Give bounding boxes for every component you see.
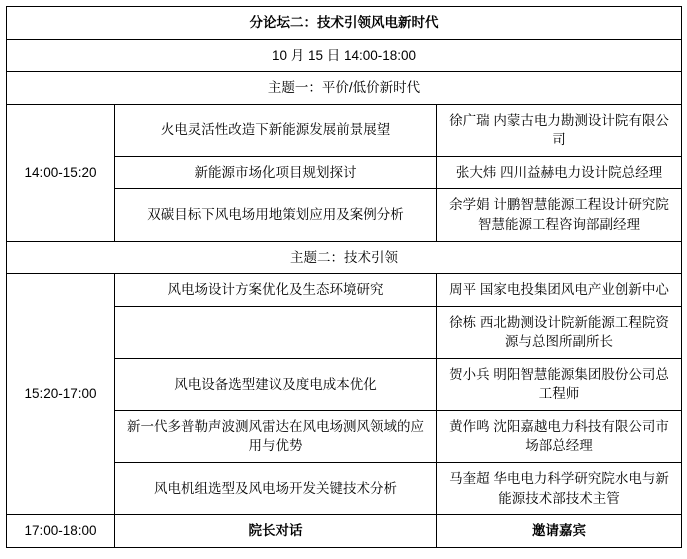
speaker-cell: 周平 国家电投集团风电产业创新中心	[437, 274, 682, 307]
speaker-cell: 黄作鸣 沈阳嘉越电力科技有限公司市场部总经理	[437, 410, 682, 462]
topic-cell: 双碳目标下风电场用地策划应用及案例分析	[115, 189, 437, 241]
speaker-cell: 余学娟 计鹏智慧能源工程设计研究院智慧能源工程咨询部副经理	[437, 189, 682, 241]
closing-topic: 院长对话	[115, 515, 437, 548]
closing-time: 17:00-18:00	[7, 515, 115, 548]
speaker-cell: 徐广瑞 内蒙古电力勘测设计院有限公司	[437, 104, 682, 156]
speaker-cell: 马奎超 华电电力科学研究院水电与新能源技术部技术主管	[437, 463, 682, 515]
table-row	[7, 274, 682, 307]
speaker-cell: 张大炜 四川益赫电力设计院总经理	[437, 156, 682, 189]
topic-cell: 风电机组选型及风电场开发关键技术分析	[115, 463, 437, 515]
forum-datetime-row	[7, 39, 682, 72]
agenda-table	[6, 6, 682, 548]
forum-title-row	[7, 7, 682, 40]
section-label-2: 主题二：技术引领	[7, 241, 682, 274]
session-time-1: 14:00-15:20	[7, 104, 115, 241]
topic-cell: 新能源市场化项目规划探讨	[115, 156, 437, 189]
section-header-row-1	[7, 72, 682, 105]
topic-cell: 新一代多普勒声波测风雷达在风电场测风领域的应用与优势	[115, 410, 437, 462]
forum-datetime: 10 月 15 日 14:00-18:00	[7, 39, 682, 72]
speaker-cell: 贺小兵 明阳智慧能源集团股份公司总工程师	[437, 358, 682, 410]
closing-row	[7, 515, 682, 548]
table-row	[7, 104, 682, 156]
forum-title: 分论坛二：技术引领风电新时代	[7, 7, 682, 40]
closing-speaker: 邀请嘉宾	[437, 515, 682, 548]
section-header-row-2	[7, 241, 682, 274]
topic-cell: 风电场设计方案优化及生态环境研究	[115, 274, 437, 307]
topic-cell: 火电灵活性改造下新能源发展前景展望	[115, 104, 437, 156]
topic-cell	[115, 306, 437, 358]
section-label-1: 主题一：平价/低价新时代	[7, 72, 682, 105]
speaker-cell: 徐栋 西北勘测设计院新能源工程院资源与总图所副所长	[437, 306, 682, 358]
topic-cell: 风电设备选型建议及度电成本优化	[115, 358, 437, 410]
session-time-2: 15:20-17:00	[7, 274, 115, 515]
